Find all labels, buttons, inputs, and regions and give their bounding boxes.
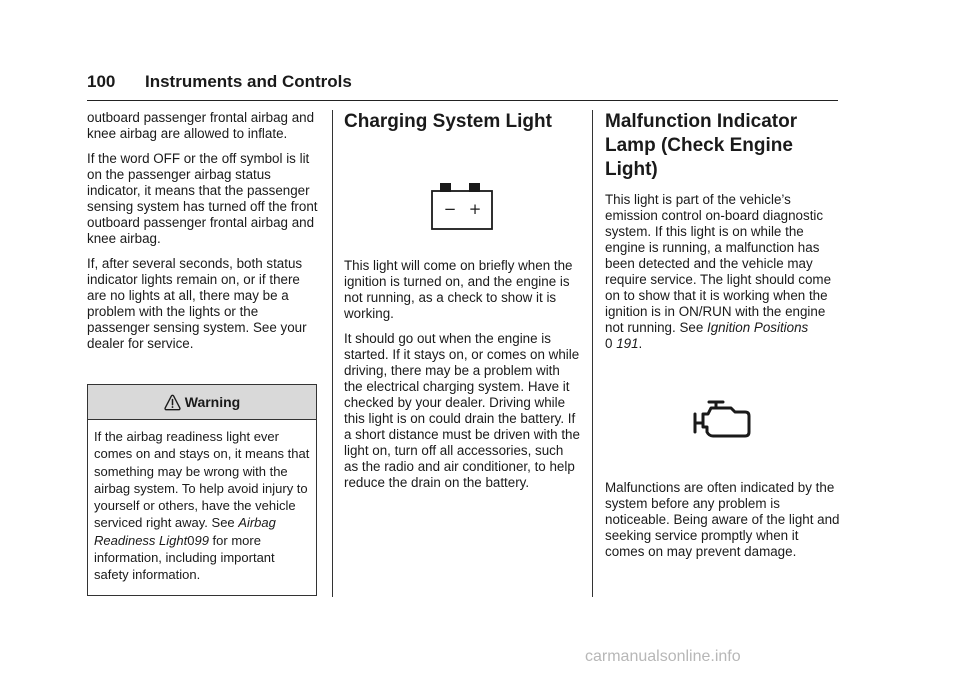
- airbag-readiness-link[interactable]: Airbag Readiness Light: [94, 515, 276, 548]
- battery-plus-label: +: [468, 200, 482, 218]
- paragraph: Malfunctions are often indicated by the system before any problem is noticeable. Being aware of the light and seeking service promptly when it comes on may prevent damage.: [605, 480, 840, 559]
- warning-text: [88, 420, 316, 584]
- page-ref-number[interactable]: 191: [616, 336, 639, 351]
- battery-minus-label: −: [443, 200, 457, 218]
- page-number: 100: [87, 72, 116, 91]
- warning-box: [87, 384, 317, 596]
- paragraph: outboard passenger frontal airbag and knee airbag are allowed to inflate.: [87, 110, 315, 141]
- paragraph: If the word OFF or the off symbol is lit on the passenger airbag status indicator, it means that the passenger sensing system has turned off the front outboard passenger frontal airbag and knee airbag.: [87, 151, 318, 246]
- warning-title: Warning: [184, 394, 241, 410]
- section-title: Instruments and Controls: [145, 72, 352, 91]
- watermark: carmanualsonline.info: [585, 648, 741, 665]
- battery-icon: [430, 180, 496, 232]
- page-ref-symbol: 0: [187, 532, 195, 548]
- paragraph: [605, 192, 841, 352]
- paragraph: This light will come on briefly when the ignition is turned on, and the engine is not running, as a check to show it is working.: [344, 258, 573, 321]
- column-divider-2: [592, 110, 593, 597]
- page-ref-symbol: 0: [605, 336, 613, 351]
- warning-header: [88, 385, 316, 420]
- warning-text-before: If the airbag readiness light ever comes on and stays on, it means that something may be wrong with the airbag system. To help avoid injury to yourself or others, have the vehicle serviced right away. See: [94, 429, 310, 531]
- charging-system-title: Charging System Light: [344, 111, 552, 132]
- column-2: [344, 110, 580, 500]
- warning-icon: [164, 394, 181, 411]
- warning-text-after: for more information, including important safety information.: [94, 532, 275, 583]
- ignition-positions-link[interactable]: Ignition Positions: [707, 320, 809, 335]
- column-1: [87, 110, 321, 361]
- malfunction-indicator-title: Malfunction Indicator Lamp (Check Engine Light): [605, 111, 798, 180]
- column-divider-1: [332, 110, 333, 597]
- paragraph: If, after several seconds, both status indicator lights remain on, or if there are no lights at all, there may be a problem with the lights or the passenger sensing system. See your dealer for service.: [87, 256, 307, 351]
- paragraph-text: .: [638, 336, 643, 351]
- check-engine-icon: [689, 394, 755, 442]
- page-header: [87, 72, 838, 101]
- column-3: [605, 110, 841, 569]
- page-ref-number[interactable]: 99: [194, 532, 209, 548]
- paragraph-text: This light is part of the vehicle’s emission control on-board diagnostic system. If this light is on while the engine is running, a malfunction has been detected and the vehicle may require service. The light should come on to show that it is working when the ignition is in ON/RUN with the engine not running. See: [605, 192, 832, 335]
- paragraph: It should go out when the engine is started. If it stays on, or comes on while driving, there may be a problem with the electrical charging system. Have it checked by your dealer. Driving while this light is on could drain the battery. If a short distance must be driven with the light on, turn off all accessories, such as the radio and air conditioner, to help reduce the drain on the battery.: [344, 331, 580, 490]
